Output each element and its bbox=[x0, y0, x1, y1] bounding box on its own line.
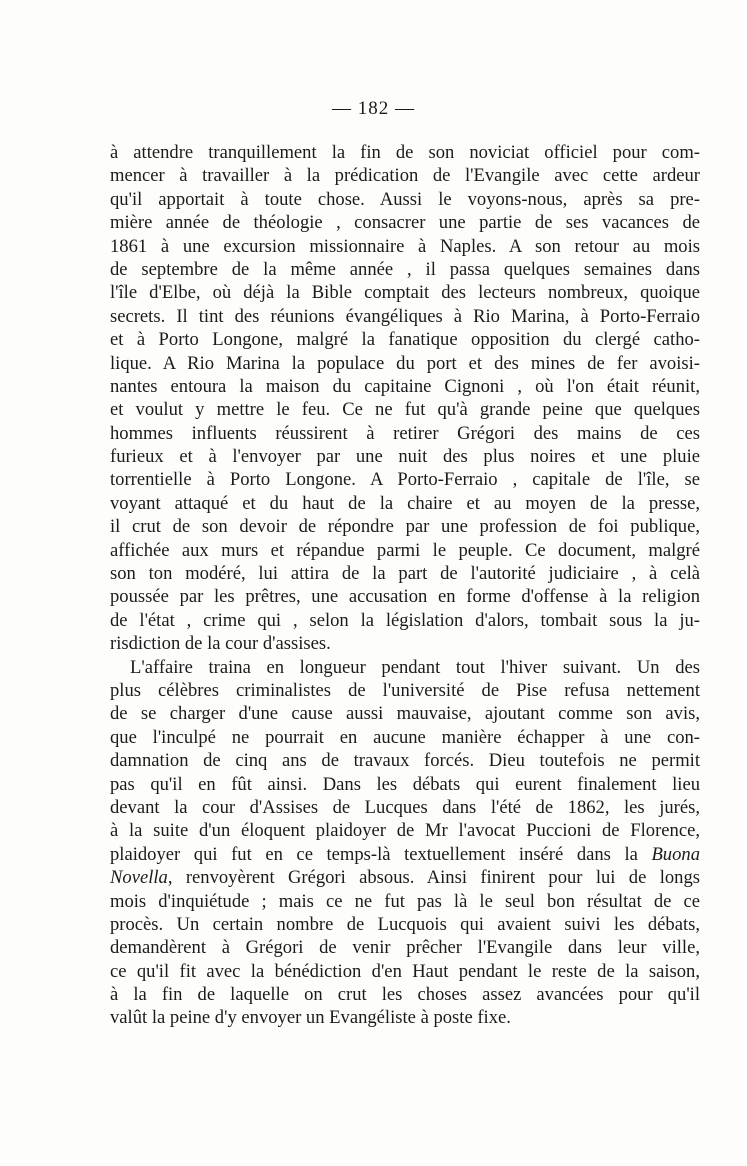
text-line: qu'il apportait à toute chose. Aussi le voyons-nous, après sa pre- bbox=[110, 188, 700, 210]
italic-text: Novella bbox=[110, 867, 168, 889]
text-line: affichée aux murs et répandue parmi le peuple. Ce document, malgré bbox=[110, 539, 700, 561]
text-line: voyant attaqué et du haut de la chaire et au moyen de la presse, bbox=[110, 492, 700, 514]
text-line: l'île d'Elbe, où déjà la Bible comptait des lecteurs nombreux, quoique bbox=[110, 282, 700, 304]
text-line: nantes entoura la maison du capitaine Cignoni , où l'on était réunit, bbox=[110, 375, 700, 397]
text-line: L'affaire traina en longueur pendant tout l'hiver suivant. Un des bbox=[130, 656, 700, 678]
text-line: son ton modéré, lui attira de la part de l'autorité judiciaire , à celà bbox=[110, 563, 700, 585]
text-line: à attendre tranquillement la fin de son noviciat officiel pour com- bbox=[110, 142, 700, 163]
text-line: de se charger d'une cause aussi mauvaise, ajoutant comme son avis, bbox=[110, 703, 700, 725]
page-number: — 182 — bbox=[332, 98, 415, 119]
text-line bbox=[110, 866, 700, 889]
text-line: lique. A Rio Marina la populace du port et des mines de fer avoisi- bbox=[110, 352, 700, 374]
text-line: 1861 à une excursion missionnaire à Naples. A son retour au mois bbox=[110, 235, 700, 257]
text-span: , renvoyèrent Grégori absous. Ainsi finirent pour lui de longs bbox=[167, 867, 700, 889]
text-line: de septembre de la même année , il passa quelques semaines dans bbox=[110, 258, 700, 280]
text-line: ce qu'il fit avec la bénédiction d'en Haut pendant le reste de la saison, bbox=[110, 960, 700, 982]
text-line bbox=[110, 843, 700, 866]
text-line: demandèrent à Grégori de venir prêcher l'Evangile dans leur ville, bbox=[110, 937, 700, 959]
text-line: devant la cour d'Assises de Lucques dans l'été de 1862, les jurés, bbox=[110, 796, 700, 818]
text-line: de l'état , crime qui , selon la législation d'alors, tombait sous la ju- bbox=[110, 609, 700, 631]
text-line: pas qu'il en fût ainsi. Dans les débats qui eurent finalement lieu bbox=[110, 773, 700, 795]
text-line: à la suite d'un éloquent plaidoyer de Mr l'avocat Puccioni de Florence, bbox=[110, 820, 700, 842]
text-line: procès. Un certain nombre de Lucquois qui avaient suivi les débats, bbox=[110, 913, 700, 935]
text-line: mois d'inquiétude ; mais ce ne fut pas là le seul bon résultat de ce bbox=[110, 890, 700, 912]
text-line: que l'inculpé ne pourrait en aucune manière échapper à une con- bbox=[110, 726, 700, 748]
text-line: mière année de théologie , consacrer une partie de ses vacances de bbox=[110, 212, 700, 234]
text-line: et voulut y mettre le feu. Ce ne fut qu'à grande peine que quelques bbox=[110, 399, 700, 421]
text-line: damnation de cinq ans de travaux forcés. Dieu toutefois ne permit bbox=[110, 750, 700, 772]
text-line: à la fin de laquelle on crut les choses assez avancées pour qu'il bbox=[110, 984, 700, 1006]
text-line: poussée par les prêtres, une accusation en forme d'offense à la religion bbox=[110, 586, 700, 608]
text-line: plus célèbres criminalistes de l'université de Pise refusa nettement bbox=[110, 679, 700, 701]
text-line: il crut de son devoir de répondre par une profession de foi publique, bbox=[110, 516, 700, 538]
body-text bbox=[110, 141, 700, 1030]
text-line: mencer à travailler à la prédication de l'Evangile avec cette ardeur bbox=[110, 165, 700, 187]
text-line: risdiction de la cour d'assises. bbox=[110, 633, 331, 655]
text-line: furieux et à l'envoyer par une nuit des plus noires et une pluie bbox=[110, 446, 700, 468]
italic-text: Buona bbox=[651, 843, 700, 865]
text-span: plaidoyer qui fut en ce temps-là textuellement inséré dans la bbox=[110, 843, 652, 865]
text-line: hommes influents réussirent à retirer Grégori des mains de ces bbox=[110, 422, 700, 444]
text-line: torrentielle à Porto Longone. A Porto-Ferraio , capitale de l'île, se bbox=[110, 469, 700, 491]
text-line: et à Porto Longone, malgré la fanatique opposition du clergé catho- bbox=[110, 329, 700, 351]
text-line: secrets. Il tint des réunions évangéliques à Rio Marina, à Porto-Ferraio bbox=[110, 305, 700, 327]
text-line: valût la peine d'y envoyer un Evangéliste à poste fixe. bbox=[110, 1007, 511, 1029]
